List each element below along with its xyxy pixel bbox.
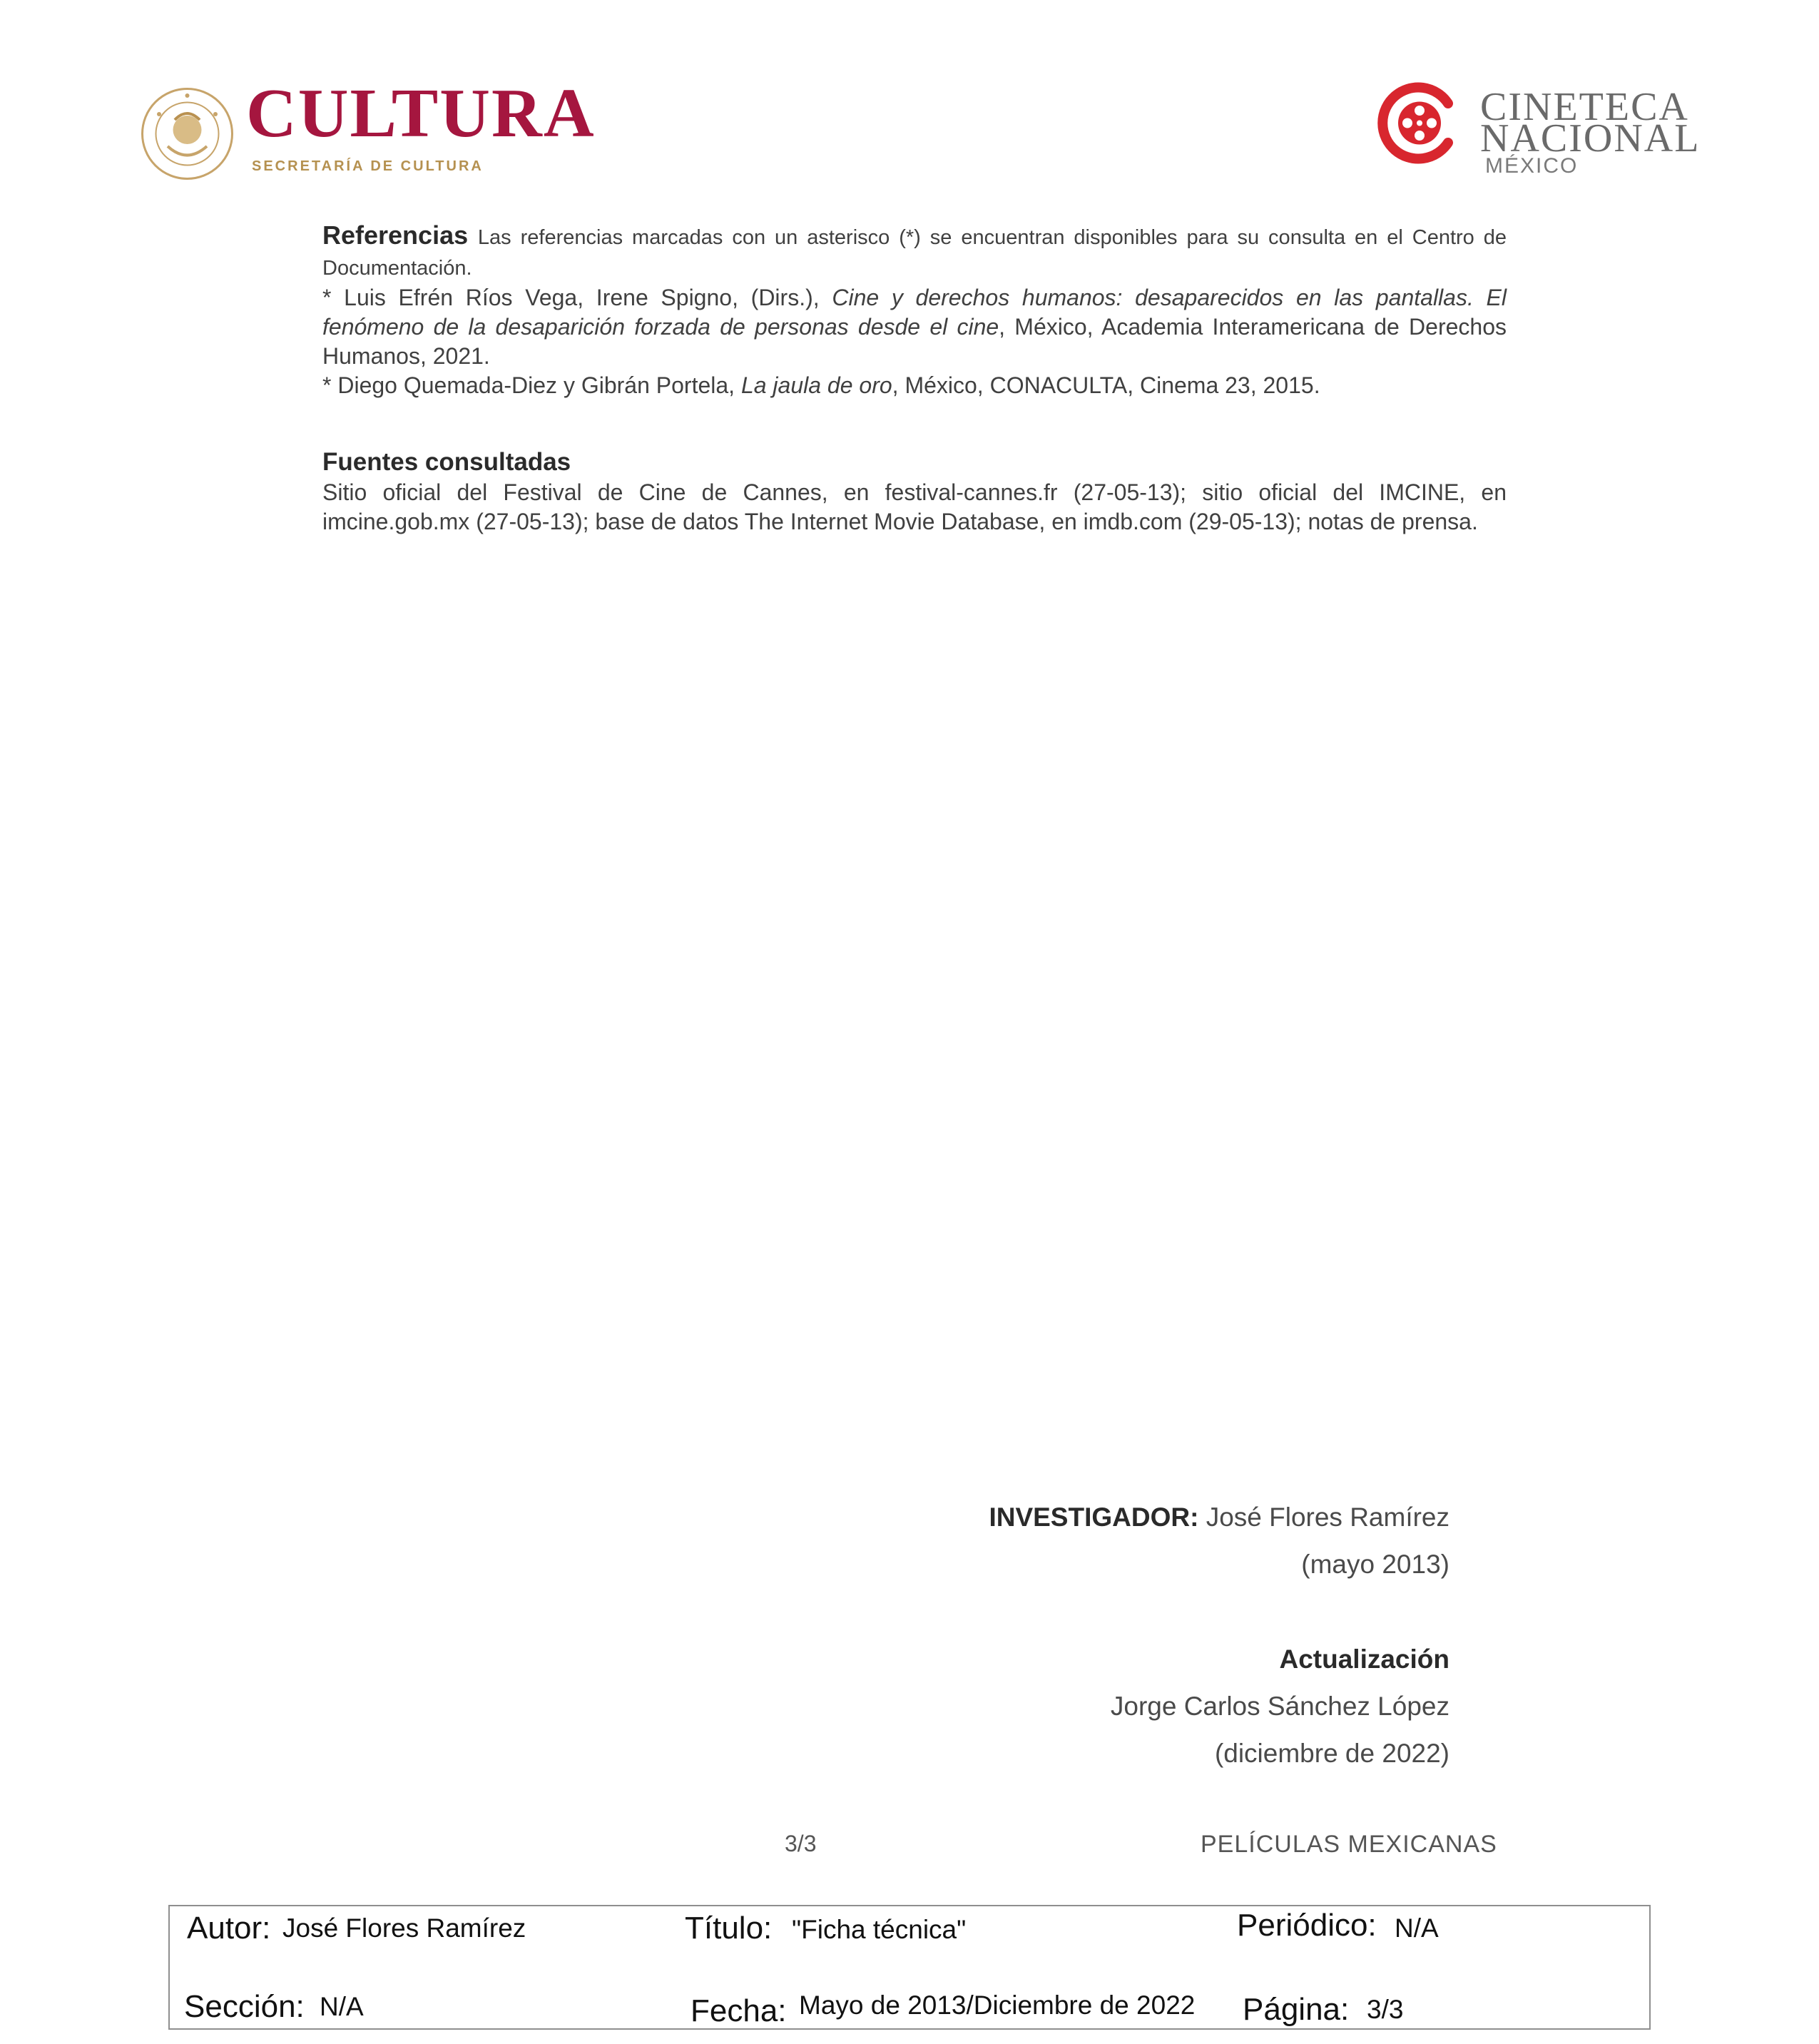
sources-heading: Fuentes consultadas [322,448,571,476]
author-value: José Flores Ramírez [282,1913,526,1943]
cineteca-title-line3: MÉXICO [1485,154,1579,178]
mexican-seal-logo [139,86,235,182]
cineteca-title-line2: NACIONAL [1480,116,1701,161]
page-label: Página: [1243,1992,1350,2027]
investigator-date: (mayo 2013) [1301,1550,1449,1579]
section-value: N/A [320,1992,364,2021]
date-value: Mayo de 2013/Diciembre de 2022 [799,1990,1196,2020]
footer-section-title: PELÍCULAS MEXICANAS [1201,1831,1497,1858]
author-label: Autor: [187,1911,271,1946]
references-intro: Las referencias marcadas con un asterisco (*) se encuentran disponibles para su consulta en el Centro de Documentación. [322,226,1507,280]
page-value: 3/3 [1367,1995,1404,2024]
reference-1-rest: , México, Academia Interamericana de Derechos Humanos, 2021. [322,314,1507,369]
investigator-line [989,1503,1449,1532]
title-value: "Ficha técnica" [792,1915,967,1944]
cultura-title: CULTURA [246,75,596,152]
film-reel-logo-icon [1377,82,1459,164]
reference-2-title: La jaula de oro [740,372,892,398]
cineteca-title-line1: CINETECA [1480,85,1689,129]
metadata-box [168,1905,1651,2030]
newspaper-value: N/A [1395,1913,1439,1943]
update-date: (diciembre de 2022) [1214,1739,1449,1768]
reference-2-authors: * Diego Quemada-Diez y Gibrán Portela, [322,372,735,398]
update-label: Actualización [1279,1644,1449,1674]
reference-1-title: Cine y derechos humanos: desaparecidos en las pantallas. El fenómeno de la desaparición forzada de personas desde el cine [322,285,1507,340]
references-heading: Referencias [322,220,469,250]
newspaper-label: Periódico: [1237,1908,1377,1943]
page-number: 3/3 [785,1831,817,1856]
reference-2-rest: , México, CONACULTA, Cinema 23, 2015. [892,372,1320,398]
title-label: Título: [685,1911,773,1946]
reference-1-authors: * Luis Efrén Ríos Vega, Irene Spigno, (Dirs.), [322,285,820,310]
update-name: Jorge Carlos Sánchez López [1110,1692,1449,1721]
references-paragraph [322,220,1507,400]
date-label: Fecha: [691,1993,787,2028]
investigator-label: INVESTIGADOR: [989,1503,1199,1532]
section-label: Sección: [184,1989,305,2024]
sources-text: Sitio oficial del Festival de Cine de Cannes, en festival-cannes.fr (27-05-13); sitio oficial del IMCINE, en imcine.gob.mx (27-05-13); base de datos The Internet Movie Database, en imdb.com (29-05-13); notas de prensa. [322,479,1507,534]
cultura-subtitle: SECRETARÍA DE CULTURA [252,158,484,174]
investigator-name: José Flores Ramírez [1206,1503,1449,1532]
